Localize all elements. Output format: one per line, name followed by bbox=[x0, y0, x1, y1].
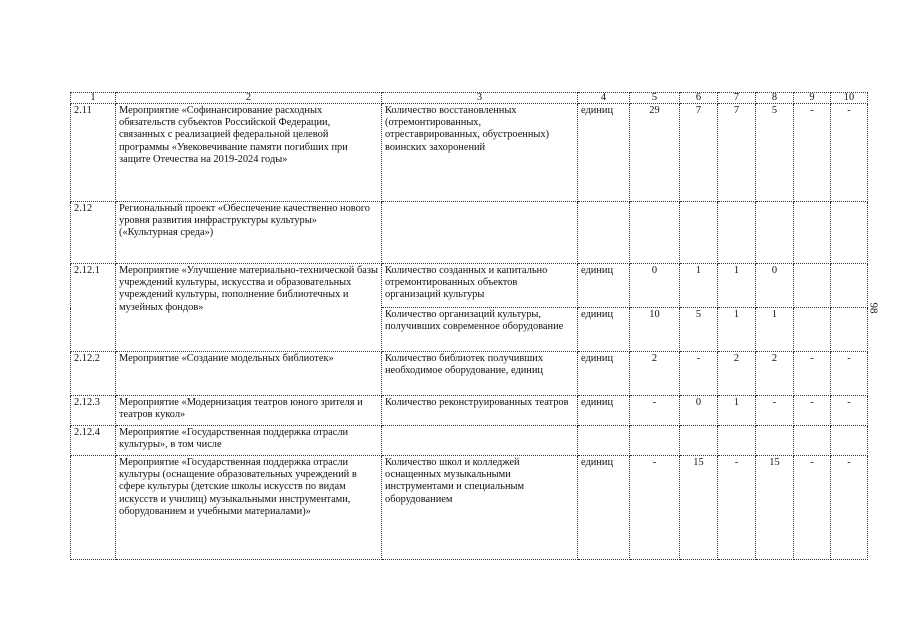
program-indicators-table bbox=[70, 92, 868, 560]
measure-name: Мероприятие «Улучшение материально-технической базы учреждений культуры, искусства и образовательных учреждений культуры, пополнение библиотечных и музейных фондов» bbox=[116, 264, 382, 352]
header-cell: 4 bbox=[578, 93, 630, 104]
measure-name: Мероприятие «Создание модельных библиотек» bbox=[116, 352, 382, 396]
table-row bbox=[71, 104, 868, 202]
measure-name: Мероприятие «Софинансирование расходных обязательств субъектов Российской Федерации, связанных с реализацией федеральной целевой программы «Увековечивание памяти погибших при защите Отечества на 2019-2024 годы» bbox=[116, 104, 382, 202]
table-row bbox=[71, 456, 868, 560]
value-cell: - bbox=[794, 396, 831, 426]
value-cell: - bbox=[794, 352, 831, 396]
value-cell: 7 bbox=[680, 104, 718, 202]
value-cell: - bbox=[630, 456, 680, 560]
unit-cell: единиц bbox=[578, 456, 630, 560]
value-cell: 2 bbox=[718, 352, 756, 396]
value-cell: 1 bbox=[756, 308, 794, 352]
header-cell: 1 bbox=[71, 93, 116, 104]
unit-cell: единиц bbox=[578, 264, 630, 308]
value-cell: 15 bbox=[680, 456, 718, 560]
value-cell: - bbox=[794, 104, 831, 202]
value-cell: 1 bbox=[718, 308, 756, 352]
value-cell: 7 bbox=[718, 104, 756, 202]
value-cell bbox=[794, 308, 831, 352]
value-cell: 10 bbox=[630, 308, 680, 352]
value-cell: 5 bbox=[756, 104, 794, 202]
header-cell: 6 bbox=[680, 93, 718, 104]
value-cell bbox=[831, 264, 868, 308]
header-cell: 5 bbox=[630, 93, 680, 104]
value-cell: - bbox=[831, 396, 868, 426]
table-row bbox=[71, 396, 868, 426]
unit-cell: единиц bbox=[578, 308, 630, 352]
table-row bbox=[71, 352, 868, 396]
row-number: 2.12.2 bbox=[71, 352, 116, 396]
unit-cell: единиц bbox=[578, 352, 630, 396]
value-cell: - bbox=[680, 352, 718, 396]
value-cell: - bbox=[718, 456, 756, 560]
value-cell bbox=[831, 308, 868, 352]
page-number: 98 bbox=[867, 302, 880, 314]
row-number: 2.12.3 bbox=[71, 396, 116, 426]
header-cell: 10 bbox=[831, 93, 868, 104]
row-number bbox=[71, 456, 116, 560]
value-cell: 0 bbox=[756, 264, 794, 308]
header-cell: 3 bbox=[382, 93, 578, 104]
value-cell: - bbox=[756, 396, 794, 426]
value-cell: 2 bbox=[756, 352, 794, 396]
table-row bbox=[71, 202, 868, 264]
value-cell: - bbox=[794, 456, 831, 560]
value-cell: 2 bbox=[630, 352, 680, 396]
row-number: 2.12.4 bbox=[71, 426, 116, 456]
indicator-name: Количество школ и колледжей оснащенных музыкальными инструментами и специальным оборудованием bbox=[382, 456, 578, 560]
header-cell: 8 bbox=[756, 93, 794, 104]
row-number: 2.12.1 bbox=[71, 264, 116, 352]
header-cell: 2 bbox=[116, 93, 382, 104]
row-number: 2.11 bbox=[71, 104, 116, 202]
value-cell: - bbox=[831, 456, 868, 560]
value-cell: 0 bbox=[630, 264, 680, 308]
indicator-name: Количество созданных и капитально отремонтированных объектов организаций культуры bbox=[382, 264, 578, 308]
unit-cell: единиц bbox=[578, 104, 630, 202]
measure-name: Мероприятие «Государственная поддержка отрасли культуры (оснащение образовательных учреждений в сфере культуры (детские школы искусств по видам искусств и училищ) музыкальными инструментами, оборудованием и учебными материалами)» bbox=[116, 456, 382, 560]
value-cell: 1 bbox=[718, 264, 756, 308]
value-cell: 1 bbox=[718, 396, 756, 426]
header-cell: 7 bbox=[718, 93, 756, 104]
value-cell: 5 bbox=[680, 308, 718, 352]
measure-name: Региональный проект «Обеспечение качественно нового уровня развития инфраструктуры культуры» («Культурная среда») bbox=[116, 202, 382, 264]
value-cell bbox=[794, 264, 831, 308]
value-cell: 0 bbox=[680, 396, 718, 426]
value-cell: 1 bbox=[680, 264, 718, 308]
value-cell: 29 bbox=[630, 104, 680, 202]
row-number: 2.12 bbox=[71, 202, 116, 264]
indicator-name: Количество организаций культуры, получивших современное оборудование bbox=[382, 308, 578, 352]
value-cell: - bbox=[831, 104, 868, 202]
indicator-name: Количество библиотек получивших необходимое оборудование, единиц bbox=[382, 352, 578, 396]
table-row bbox=[71, 264, 868, 308]
measure-name: Мероприятие «Государственная поддержка отрасли культуры», в том числе bbox=[116, 426, 382, 456]
table-header-row bbox=[71, 93, 868, 104]
value-cell: - bbox=[630, 396, 680, 426]
indicator-name: Количество восстановленных (отремонтированных, отреставрированных, обустроенных) воинских захоронений bbox=[382, 104, 578, 202]
table-row bbox=[71, 426, 868, 456]
measure-name: Мероприятие «Модернизация театров юного зрителя и театров кукол» bbox=[116, 396, 382, 426]
value-cell: 15 bbox=[756, 456, 794, 560]
unit-cell: единиц bbox=[578, 396, 630, 426]
header-cell: 9 bbox=[794, 93, 831, 104]
value-cell: - bbox=[831, 352, 868, 396]
indicator-name: Количество реконструированных театров bbox=[382, 396, 578, 426]
